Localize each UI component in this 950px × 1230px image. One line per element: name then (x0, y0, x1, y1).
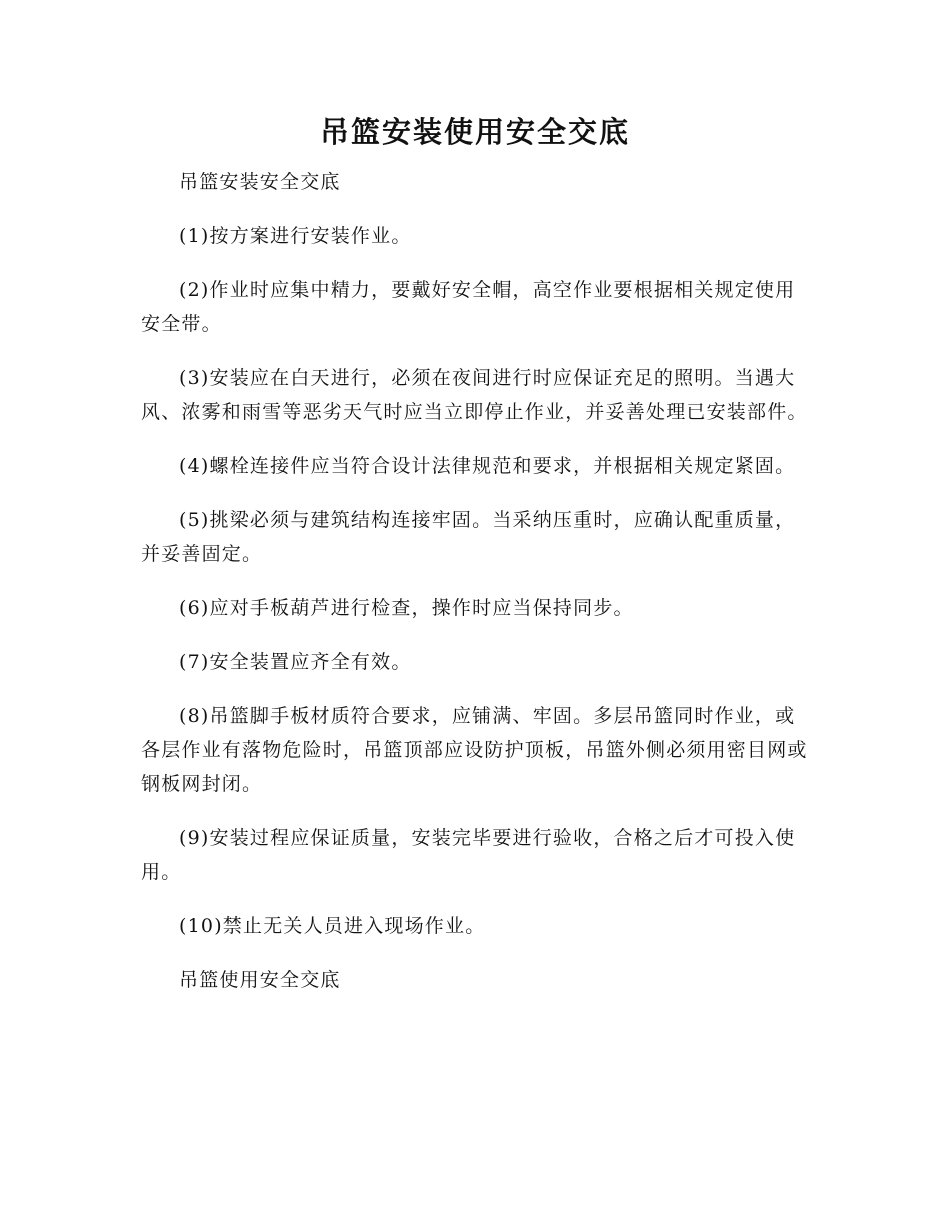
paragraph-item-6: (6)应对手板葫芦进行检查，操作时应当保持同步。 (179, 597, 634, 619)
paragraph-section-heading-2: 吊篮使用安全交底 (179, 969, 341, 991)
paragraph-item-1: (1)按方案进行安装作业。 (179, 225, 412, 247)
paragraph-item-4: (4)螺栓连接件应当符合设计法律规范和要求，并根据相关规定紧固。 (179, 455, 796, 477)
document-body (141, 165, 809, 1017)
paragraph-item-10: (10)禁止无关人员进入现场作业。 (179, 915, 486, 937)
paragraph-item-5: (5)挑梁必须与建筑结构连接牢固。当采纳压重时，应确认配重质量，并妥善固定。 (141, 509, 796, 565)
document-title: 吊篮安装使用安全交底 (319, 115, 630, 149)
paragraph-item-2: (2)作业时应集中精力，要戴好安全帽，高空作业要根据相关规定使用安全带。 (141, 279, 796, 335)
paragraph-item-9: (9)安装过程应保证质量，安装完毕要进行验收，合格之后才可投入使用。 (141, 827, 796, 883)
paragraph-section-heading: 吊篮安装安全交底 (179, 171, 341, 193)
paragraph-item-7: (7)安全装置应齐全有效。 (179, 651, 412, 673)
paragraph-item-3: (3)安装应在白天进行，必须在夜间进行时应保证充足的照明。当遇大风、浓雾和雨雪等恶劣天气时应当立即停止作业，并妥善处理已安装部件。 (141, 367, 808, 423)
paragraph-item-8: (8)吊篮脚手板材质符合要求，应铺满、牢固。多层吊篮同时作业，或各层作业有落物危险时，吊篮顶部应设防护顶板，吊篮外侧必须用密目网或钢板网封闭。 (141, 705, 808, 795)
